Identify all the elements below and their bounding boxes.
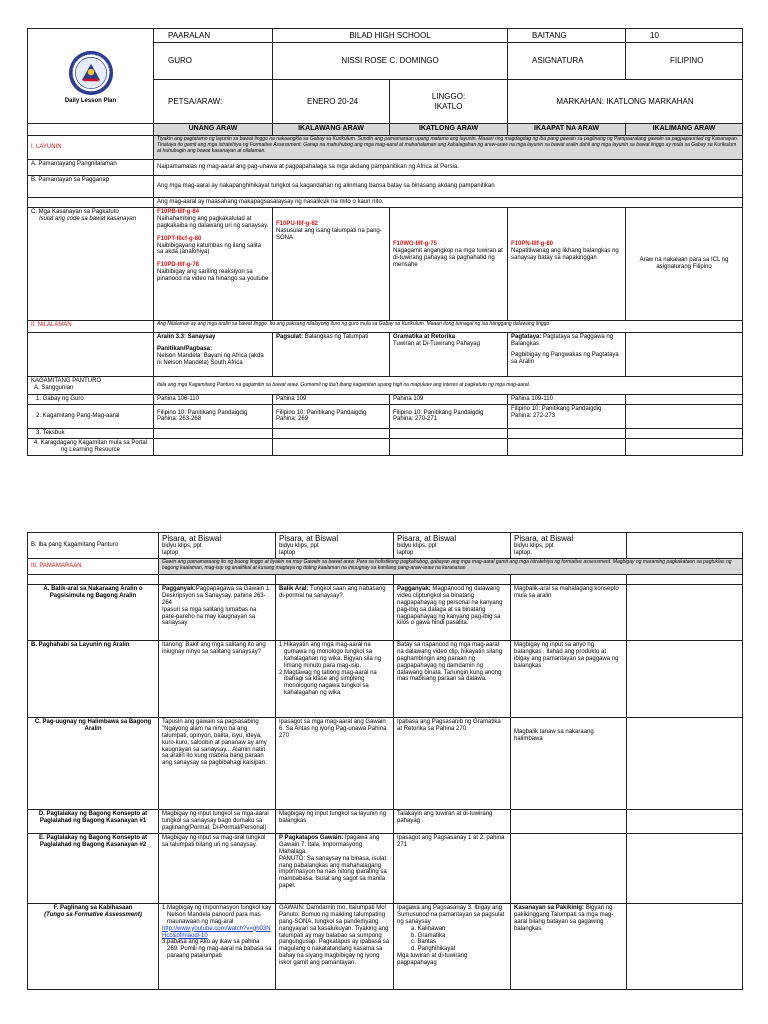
kasanayan-1a: Naihahambing ang pagkakatulad at pagkakaiba ng dalawang uri ng sanaysay.	[157, 215, 269, 229]
code-1a: F10PB-IIIf-g-84	[157, 209, 200, 215]
blank-cell	[28, 574, 159, 584]
balik-aral-label: A. Balik-aral sa Nakaraang Aralin o Pagsisimula ng Bagong Aralin	[28, 584, 159, 640]
f-1-num-1: 1.	[162, 904, 168, 911]
sanggunian-label: A. Sanggunian	[34, 384, 74, 391]
f-day-3	[394, 903, 511, 989]
blank-cell	[627, 717, 743, 809]
kasanayan-day-5: Araw na nakalaan para sa ICL ng asignaturang Filipino	[626, 208, 743, 321]
kasanayan-sub: Isulat ang code sa bawat kasanayan	[39, 215, 137, 222]
d-day-2: Magbigay ng input tungkol sa layunin ng balangkas	[276, 809, 394, 833]
kpm-day-1: Filipino 10: Panitikang Pandaigdig Pahina: 263-268	[154, 404, 273, 428]
code-3: F10WG-IIIf-g-75	[393, 241, 438, 247]
layunin-label: I. LAYUNIN	[28, 136, 154, 160]
f-4-bold: Kasanayan sa Pakikinig:	[514, 904, 585, 911]
blank-cell	[273, 428, 390, 438]
a-1-bold: Pagganyak:	[162, 585, 196, 592]
a-day-3	[394, 584, 511, 640]
f-3-intro: Ipagawa ang Pagsasanay 3. Ibigay ang Sumusunod na pamantayan sa pagsulat ng sanaysay	[397, 904, 505, 925]
blank-cell	[28, 333, 154, 377]
f-day-4	[511, 903, 627, 989]
logo-caption: Daily Lesson Plan	[64, 97, 117, 104]
iba-day-1	[159, 533, 276, 559]
baitang-value: 10	[626, 29, 743, 43]
kasanayan-day-2	[273, 208, 390, 321]
kasanayan-2: Nasusulat ang isang talumpati na pang-SONA	[276, 227, 382, 241]
b-2-item-2: Magtawag ng tatlong mag-aaral na ibahagi sa klase ang simpleng monologong nagawa tungkol sa kahalagahan ng wika	[284, 669, 377, 697]
blank-cell	[627, 533, 743, 559]
e-2-text: Ipagawa ang Gawain 7: Itala, Impormasyong Mahalaga. PANUTO: Sa sanaysay na binasa, isulat nang pabalangkas ang mahahalagang impormasyon na nais nitong iparating sa mambabasa. Isulat ang sagot sa manila paper.	[279, 834, 387, 890]
kasanayan-4: Napatitiwanag ang likhang balangkas ng sanaysay batay sa napakinggan	[511, 247, 619, 261]
f-4-text: Bigyan ng pakikinggang Talumpati sa mga mag-aaral bilang batayan sa gagawing balangkas.	[514, 904, 614, 932]
panitikan-text: Nelson Mandela: Bayani ng Africa (akda ni Nelson Mandela) South Africa	[157, 352, 264, 366]
blank-cell	[159, 574, 276, 584]
iba-3-title: Pisara, at Biswal	[397, 534, 457, 543]
a-3-text: Magpanood ng dalawang video cliptungkol sa binatang nagpapahayag ng personal na kanyang pag-ibig sa dalaga at sa binatang nagpapahayag ng kanyang pag-ibig sa kilos o gawa hindi pasalita.	[397, 585, 503, 627]
f-3-item-c: Bantas	[417, 939, 437, 946]
blank-cell	[276, 574, 394, 584]
paghahabi-label: B. Paghahabi sa Layunin ng Aralin	[28, 640, 159, 717]
blank-cell	[273, 438, 390, 455]
iba-1-t1: bidyu klips, ppt	[162, 543, 202, 550]
guro-value: NISSI ROSE C. DOMINGO	[273, 43, 508, 80]
day-header-3: IKATLONG ARAW	[390, 124, 508, 136]
code-4: F10PN-IIIf-g-80	[511, 241, 554, 247]
blank-cell	[511, 574, 627, 584]
kasanayan-label	[28, 208, 154, 321]
pamantayang-pangnilalaman-text: Naipamamalas ng mag-aaral ang pag-unawa at pagpapahalaga sa mga akdang pampanitikan ng Africa at Persia.	[154, 160, 743, 176]
c-day-2: Ipasagot sa mga mag-aaral ang Gawain 6. Sa Antas ng iyong Pag-unawa Pahina 270	[276, 717, 394, 809]
kasanayan-day-1	[154, 208, 273, 321]
d-day-3: Talakayin ang tuwiran at di-tuwirang pahayag	[394, 809, 511, 833]
blank-cell	[627, 903, 743, 989]
pagsulat-label: Pagsulat:	[276, 334, 304, 340]
iba-day-2	[276, 533, 394, 559]
kpm-day-3: Filipino 10: Panitikang Pandaigdig Pahina: 270-271	[390, 404, 508, 428]
iba-3-t2: laptop	[397, 550, 414, 557]
pagtataya-text-2: Pagbibigay ng Pangwakas ng Pagtataya sa Aralin	[511, 351, 619, 365]
nilalaman-day-3	[390, 333, 508, 377]
paaralan-value: BILAD HIGH SCHOOL	[273, 29, 508, 43]
guro-label: GURO	[154, 43, 273, 80]
a-2-bold: Balik Aral:	[279, 585, 309, 592]
gabay-day-4: Pahina 109-110	[508, 395, 626, 405]
iba-pang-kagamitan-label: B. Iba pang Kagamitang Panturo	[28, 533, 159, 559]
a-1-text: Pagpapagawa sa Gawain 1. Deskripsyon sa Sanaysay, pahina 263-264 Ipasuri sa mga salitang lumabas na pare-pareho na may kaugnayan sa sanaysay	[162, 585, 271, 627]
b-day-1: Itanong: Bakit ang mga salitang ito ang iniugnay ninyo sa salitang sanaysay?	[159, 640, 276, 717]
iba-4-t1: bidyu klips, ppt	[514, 543, 554, 550]
a-2-text: Tungkol saan ang nabasang di-pormal na sanaysay?	[279, 585, 386, 599]
pag-uugnay-label: C. Pag-uugnay ng Halimbawa sa Bagong Aralin	[28, 717, 159, 809]
blank-cell	[626, 333, 743, 377]
f-1-item-1: Magbigay ng impormasyon tungkol kay Nelson Mandela panoord para mas maunawaan ng mag-aral	[167, 904, 272, 925]
asignatura-value: FILIPINO	[626, 43, 743, 80]
sanggunian-text: Itala ang mga Kagamitang Panturo na gagamitin sa bawat araw. Gumamit ng iba't ibang kagamitan upang higit na mapukaw ang interes at pagkatuto ng mga mag-aaral.	[154, 377, 743, 395]
f-3-item-b: Gramatika	[417, 932, 446, 939]
logo-cell	[28, 29, 154, 124]
day-header-2: IKALAWANG ARAW	[273, 124, 390, 136]
e-day-2	[276, 833, 394, 903]
blank-cell	[154, 438, 273, 455]
kp-title: KAGAMITANG PANTURO	[31, 378, 102, 384]
f-3-num-a: a.	[411, 925, 418, 932]
pagtataya-label: Pagtataya:	[511, 334, 542, 340]
a-day-4: Magbalik-aral sa mahalagang konsepto mula sa aralin	[511, 584, 627, 640]
layunin-text: Tiyakin ang pagtatamo ng layunin sa bawat linggo na nakaangkla sa Gabay sa Kurikulum. Sundin ang pamamaraan upang matamo ang layunin. Maaari ring magdagdag ng iba pang gawain sa paglinang ng Pampaaralang gawain sa pagpapaunlad ng Kasanayan. Tinataya ito gamit ang mga istratehiya ng Formative Assessment. Ganap na mahuhubog ang mga mag-aaral at mahahalaman ang kahalagahan ng araw-araw na mga layunin sa bawat aralin dahil ang mga layunin sa bawat linggo ay mula sa Gabay sa Kurikulum at huhubugin ang bawat kasanayan at nilalaman.	[154, 136, 743, 160]
deped-seal-icon	[68, 50, 114, 96]
kpm-day-5	[626, 404, 743, 428]
blank-cell	[627, 809, 743, 833]
c-4-text: Magbalik tanaw sa nakaraang halimbawa	[514, 728, 594, 742]
kagamitang-panturo-label	[28, 377, 154, 395]
code-2: F10PU-IIIf-g-82	[276, 221, 319, 227]
markahan-label: MARKAHAN: IKATLONG MARKAHAN	[508, 80, 743, 124]
iba-1-t2: laptop	[162, 550, 179, 557]
a-day-1	[159, 584, 276, 640]
pamantayan-pagganap-text: Ang mga mag-aaral ay nakapanghihikayat tungkol sa kagandahan ng alinmang bansa batay sa binasang akdang pampanitikan	[154, 176, 743, 198]
petsa-label: PETSA/ARAW:	[154, 80, 273, 124]
kasanayan-3: Nagagamit angangkop na mga tuwiran at di-tuwirang pahayag sa paghahatid ng mensahe	[393, 247, 503, 268]
panitikan-label: Panitikan/Pagbasa:	[157, 345, 213, 352]
iba-2-t2: laptop	[279, 550, 296, 557]
code-1c: F10PD-IIIf-g-78	[157, 262, 200, 269]
b-day-2	[276, 640, 394, 717]
teksbuk-label: 3. Teksbuk	[28, 428, 154, 438]
iba-4-t2: laptop.	[514, 550, 533, 557]
f-day-1	[159, 903, 276, 989]
f-3-num-c: c.	[411, 939, 418, 946]
pamamaraan-label: III. PAMAMARAAN	[28, 558, 159, 574]
blank-cell	[508, 428, 626, 438]
asignatura-label: ASIGNATURA	[508, 43, 626, 80]
b-2-num-1: 1.	[279, 641, 285, 648]
e-day-1: Magbigay ng input sa mag-aral tungkol sa talumpati bilang uri ng sanaysay.	[159, 833, 276, 903]
nilalaman-label: II. NILALAMAN	[28, 321, 154, 333]
blank-cell	[154, 428, 273, 438]
a-3-bold: Pagganyak:	[397, 585, 431, 592]
kasanayan-day-4	[508, 208, 626, 321]
f-3-num-d: d.	[411, 946, 418, 953]
e-2-bold: P Pagkatapos Gawain:	[279, 834, 344, 841]
kasanayan-day-3	[390, 208, 508, 321]
blank-cell	[511, 833, 627, 903]
svg-text:KAGAWARAN NG EDUKASYON: KAGAWARAN NG EDUKASYON	[71, 52, 111, 73]
iba-day-3	[394, 533, 511, 559]
c-day-4	[511, 717, 627, 809]
blank-cell	[390, 438, 508, 455]
aralin-title: Aralin 3.3: Sanaysay	[157, 334, 216, 340]
blank-cell	[626, 438, 743, 455]
blank-cell	[627, 640, 743, 717]
lesson-plan-table-1	[27, 28, 743, 456]
karagdagang-kagamitan-label: 4. Karagdagang Kagamitan mula sa Portal ng Learning Resource	[28, 438, 154, 455]
youtube-link[interactable]: http://www.youtube.com/watch?v=gh03NHcc&pfmlaodi-10	[162, 925, 271, 939]
f-1-num-3: 3.	[162, 939, 168, 946]
nilalaman-day-1	[154, 333, 273, 377]
petsa-value: ENERO 20-24	[273, 80, 390, 124]
pagtalakay-1-label: D. Pagtalakay ng Bagong Konsepto at Paglalahad ng Bagong Kasanayan #1	[28, 809, 159, 833]
a-day-2	[276, 584, 394, 640]
gabay-day-5	[626, 395, 743, 405]
f-3-outro: Mga tuwiran at di-tuwirang pagpapahayag	[397, 953, 468, 967]
blank-cell	[511, 809, 627, 833]
b-2-num-2: 2.	[279, 669, 285, 676]
blank-corner	[28, 124, 154, 136]
baitang-label: BAITANG	[508, 29, 626, 43]
kagamitang-mag-aaral-label: 2. Kagamitang Pang-Mag-aaral	[28, 404, 154, 428]
gabay-day-1: Pahina 106-110	[154, 395, 273, 405]
paglinang-label	[28, 903, 159, 989]
pagsulat-text: Balangkas ng Talumpati	[304, 334, 369, 340]
iba-4-title: Pisara, at Biswal	[514, 534, 574, 543]
pamantayan-pagganap-text-2: Ang mag-aaral ay maasahang makapagsasalaysay ng nasaliksik na mito o kaun nito.	[154, 198, 743, 208]
code-1b: F10PT-IIIcf-g-80	[157, 235, 202, 242]
lesson-plan-table-2	[27, 532, 743, 990]
paglinang-sub: (Tungo sa Formative Assessment)	[44, 911, 142, 918]
pamantayan-pagganap-label: B. Pamantayan sa Pagganap	[28, 176, 154, 198]
iba-day-4	[511, 533, 627, 559]
day-header-5: IKALIMANG ARAW	[626, 124, 743, 136]
iba-1-title: Pisara, at Biswal	[162, 534, 222, 543]
gabay-day-2: Pahina 109	[273, 395, 390, 405]
iba-3-t1: bidyu klips, ppt	[397, 543, 437, 550]
d-day-1: Magbigay ng input tungkol sa mga-aaral tungkol sa sanaysay bago dumako sa paglinang(Pormal, Di-Pormal/Personal)	[159, 809, 276, 833]
kasanayan-title: C. Mga Kasanayan sa Pagkatuto	[31, 209, 119, 215]
f-3-item-a: Kalinawan	[417, 925, 446, 932]
gramatika-text: Tuwiran at Di-Tuwirang Pahayag	[393, 340, 480, 347]
nilalaman-day-4	[508, 333, 626, 377]
e-day-3: Ipasagot ang Pagsasanay 1 at 2, pahina 271	[394, 833, 511, 903]
pamantayang-pangnilalaman-label: A. Pamantayang Pangnilalaman	[28, 160, 154, 176]
f-1-item-3: pabasa ang Ako ay ikaw sa pahina 269. Pumili ng mag-aaral na babasa sa paraang patalumpati	[167, 939, 272, 960]
iba-2-t1: bidyu klips, ppt	[279, 543, 319, 550]
blank-cell	[28, 198, 154, 208]
gabay-label: 1. Gabay ng Guro	[28, 395, 154, 405]
blank-cell	[626, 428, 743, 438]
nilalaman-text: Ang Nilalaman ay ang mga aralin sa bawat linggo. Ito ang paksang nilalayong ituro ng guro mula sa Gabay sa Kurikulum. Maaari itong tumagal ng isa hanggang dalawang linggo.	[154, 321, 743, 333]
day-header-4: IKAAPAT NA ARAW	[508, 124, 626, 136]
f-3-item-d: Panghihikayat	[417, 946, 456, 953]
kpm-day-4: Filipino 10: Panitikang Pandaigdig Pahina: 272-273	[508, 404, 626, 428]
pamamaraan-text: Gawin ang pamamaraang ito ng buong linggo at tiyakin na may Gawain sa bawat araw. Para sa holistikong pagkahubog, gabayan ang mga mag-aaral gamit ang mga istratehiya ng formative assessment. Magbigay ng maraming pagkakataon sa pagtuklas ng bagong kaalaman, mag-isip ng analitikal at kusang magtaya ng dating kaalaman na iniuugnay sa kanilang pang-araw-araw na karanasan	[159, 558, 743, 574]
f-3-num-b: b.	[411, 932, 418, 939]
kasanayan-1c: Naibibigay ang sariling reaksiyon sa pinanood na video na hinango sa youtube	[157, 269, 269, 283]
blank-cell	[508, 438, 626, 455]
blank-cell	[627, 574, 743, 584]
blank-cell	[394, 574, 511, 584]
blank-cell	[390, 428, 508, 438]
gramatika-title: Gramatika at Retorika	[393, 334, 456, 340]
b-2-item-1: Hikayatin ang mga mag-aaral na gumawa ng monologo tungkol sa kahalagahan ng wika. Bigyan sila ng limang minuto para mag-isip.	[284, 641, 382, 669]
gabay-day-3: Pahina 109	[390, 395, 508, 405]
b-day-4: Magbigay ng input sa anyo ng balangkas . Ilahad ang produkto at ibigay ang pamantayan sa paggawa ng balangkas	[511, 640, 627, 717]
pagtalakay-2-label: E. Pagtalakay ng Bagong Konsepto at Paglalahad ng Bagong Kasanayan #2	[28, 833, 159, 903]
paaralan-label: PAARALAN	[154, 29, 273, 43]
blank-cell	[627, 833, 743, 903]
day-header-1: UNANG ARAW	[154, 124, 273, 136]
f-day-2: GAWAIN: Damdamin mo, Italumpati Mo! Panuto: Bumuo ng maikling talumpating pang-SONA, tungkol sa pandemyang nangyayari sa kasalukuyan. Tiyaking ang talumpati ay may balabao sa sumpong pangungusap. Pagkatapos ay ipabasa sa magulang o nakatatandang kasama sa bahay na siyang magbibigay ng iyong iskor gamit ang pamantayan.	[276, 903, 394, 989]
kpm-day-2: Filipino 10: Panitikang Pandaigdig Pahina: 269	[273, 404, 390, 428]
nilalaman-day-2	[273, 333, 390, 377]
iba-2-title: Pisara, at Biswal	[279, 534, 339, 543]
linggo-label: LINGGO: IKATLO	[390, 80, 508, 124]
kasanayan-1b: Naibibigayang katumbas ng ilang salita sa akda (analohiya)	[157, 242, 262, 256]
c-day-3: Ipabasa ang Pagsasanib ng Gramatika at Retorika sa Pahina 270	[394, 717, 511, 809]
b-day-3: Batay sa napanood ng mga mag-aaral na dalawang video clip, hikayatin silang paghambingin ang paraan ng pagpapahayag ng damdamin ng dalawang binata. Tanungin kung anong mas mabisang paraan sa dalawa.	[394, 640, 511, 717]
pagtataya-text: Pagtataya sa Paggawa ng Balangkas	[511, 334, 614, 347]
blank-cell	[627, 584, 743, 640]
c-day-1: Tapusin ang gawain sa pagsasabing "Ngayong alam na ninyo na ang talumpati, opinyon, balita, isyu, ideya, kuro-kuro, saloobin at pananaw ay amy kaugnayan sa sanaysay... Alamin natin sa aralin ito kung mabisa bang paraan ang sanaysay sa pagbibahagi kaisipan.	[159, 717, 276, 809]
paglinang-title: F. Paglinang sa Kabihasaan	[53, 904, 133, 911]
